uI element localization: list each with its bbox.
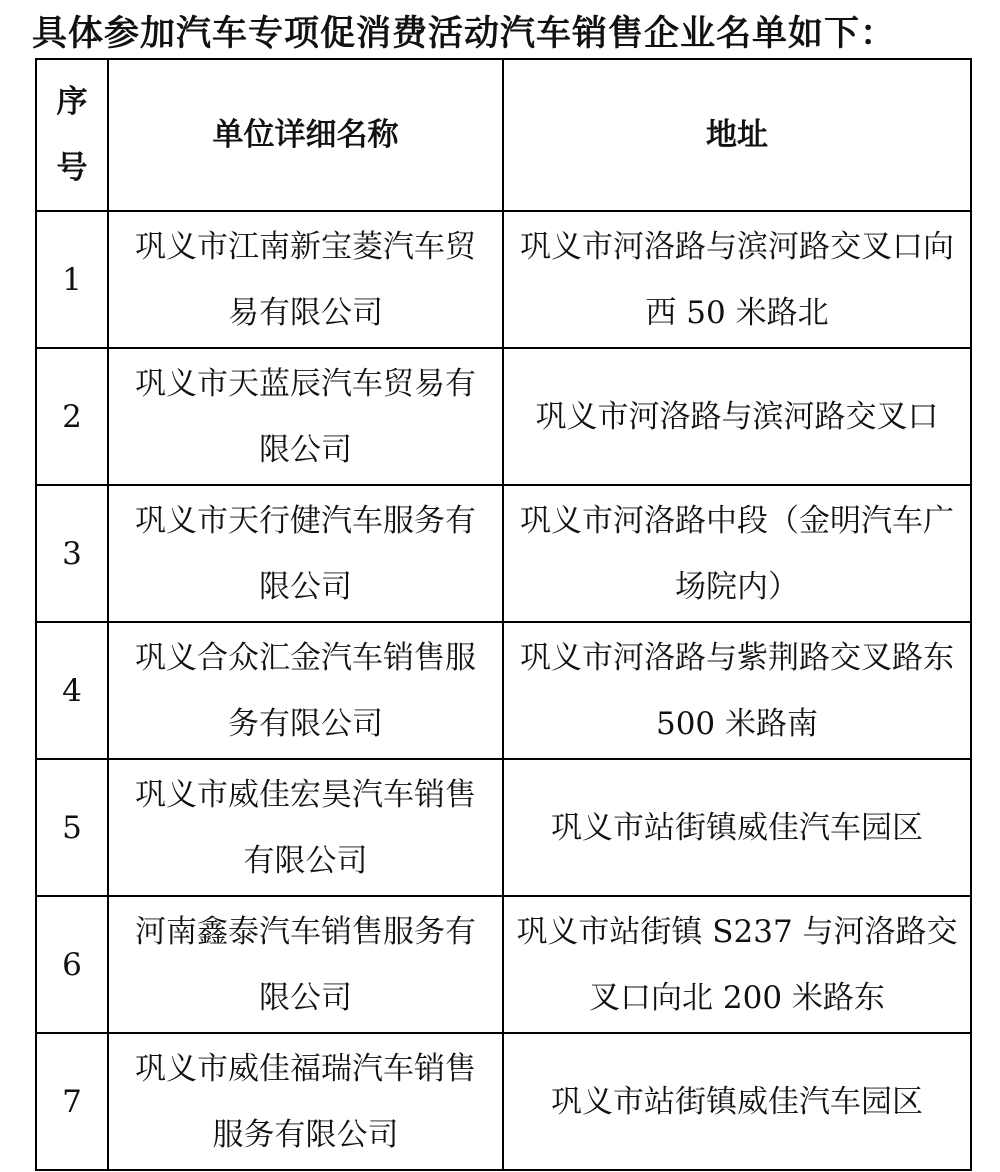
row-name-text: 巩义市威佳福瑞汽车销售服务有限公司 (135, 1050, 476, 1153)
table-row (36, 485, 971, 622)
row-name-text: 巩义市威佳宏昊汽车销售有限公司 (135, 776, 476, 879)
table-header-row (36, 59, 971, 211)
row-seq: 5 (36, 759, 108, 896)
header-seq (36, 59, 108, 211)
row-name (108, 485, 503, 622)
row-seq: 4 (36, 622, 108, 759)
table-row (36, 348, 971, 485)
table-row (36, 759, 971, 896)
row-address (503, 348, 971, 485)
row-seq: 2 (36, 348, 108, 485)
table-row (36, 211, 971, 348)
table-row (36, 896, 971, 1033)
row-name-text: 巩义合众汇金汽车销售服务有限公司 (135, 639, 476, 742)
row-name (108, 1033, 503, 1170)
row-address (503, 622, 971, 759)
dealer-table (35, 58, 972, 1171)
row-address-text: 巩义市河洛路与紫荆路交叉路东 500 米路南 (520, 639, 954, 742)
row-seq: 6 (36, 896, 108, 1033)
row-address (503, 759, 971, 896)
row-seq: 7 (36, 1033, 108, 1170)
row-seq: 3 (36, 485, 108, 622)
row-name-text: 巩义市天蓝辰汽车贸易有限公司 (135, 365, 476, 468)
row-address-text: 巩义市河洛路中段（金明汽车广场院内） (520, 502, 954, 605)
row-name (108, 896, 503, 1033)
header-name: 单位详细名称 (108, 59, 503, 211)
page-title: 具体参加汽车专项促消费活动汽车销售企业名单如下： (32, 14, 897, 54)
row-name-text: 河南鑫泰汽车销售服务有限公司 (135, 913, 476, 1016)
row-address (503, 485, 971, 622)
row-name-text: 巩义市天行健汽车服务有限公司 (135, 502, 476, 605)
row-address (503, 211, 971, 348)
row-name (108, 622, 503, 759)
row-name-text: 巩义市江南新宝菱汽车贸易有限公司 (135, 228, 476, 331)
header-seq-label: 序号 (56, 84, 88, 186)
row-address-text: 巩义市河洛路与滨河路交叉口 (535, 398, 939, 435)
row-address-text: 巩义市站街镇威佳汽车园区 (551, 1083, 923, 1120)
row-address-text: 巩义市河洛路与滨河路交叉口向西 50 米路北 (520, 228, 954, 331)
row-address (503, 896, 971, 1033)
table-row (36, 622, 971, 759)
row-address-text: 巩义市站街镇威佳汽车园区 (551, 809, 923, 846)
row-address-text: 巩义市站街镇 S237 与河洛路交叉口向北 200 米路东 (516, 913, 958, 1016)
row-address (503, 1033, 971, 1170)
row-name (108, 348, 503, 485)
row-name (108, 759, 503, 896)
header-address: 地址 (503, 59, 971, 211)
table-row (36, 1033, 971, 1170)
row-seq: 1 (36, 211, 108, 348)
row-name (108, 211, 503, 348)
